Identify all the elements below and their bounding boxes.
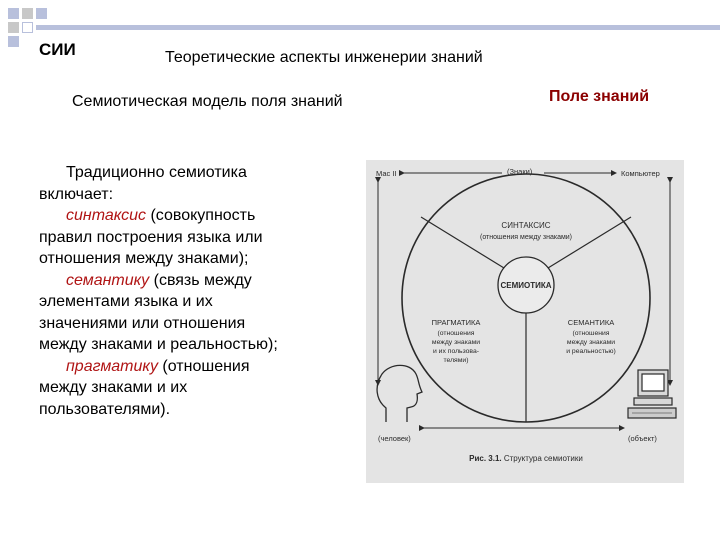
deco-square <box>36 8 47 19</box>
human-head-icon <box>377 365 422 422</box>
body-line: элементами языка и их <box>39 293 213 310</box>
deco-square <box>8 8 19 19</box>
term-semantics: семантику <box>66 271 150 289</box>
body-fragment: (отношения <box>157 357 250 375</box>
syntax-title: СИНТАКСИС <box>501 221 551 230</box>
term-pragmatics: прагматику <box>66 357 158 375</box>
syntax-desc: (отношения между знаками) <box>479 234 573 241</box>
semiotics-figure <box>366 160 684 483</box>
term-syntax: синтаксис <box>66 207 147 224</box>
spoke <box>421 217 504 268</box>
body-word: Традиционно <box>66 164 165 181</box>
deco-square <box>8 22 19 33</box>
field-title: Поле знаний <box>549 88 650 105</box>
spoke <box>548 217 631 268</box>
semantics-desc: между знаками <box>566 339 616 346</box>
semantics-desc: и реальностью) <box>566 348 616 355</box>
semiotics-diagram <box>366 160 684 483</box>
body-word: семиотика <box>168 164 247 181</box>
short-title: СИИ <box>39 40 76 59</box>
pragmatics-desc: телями) <box>443 357 469 364</box>
slide-subtitle: Семиотическая модель поля знаний <box>72 93 343 110</box>
figure-caption <box>469 454 583 463</box>
body-line: между знаками и реальностью); <box>39 336 278 353</box>
body-fragment: (связь между <box>149 271 252 289</box>
body-line <box>39 270 343 292</box>
body-line: включает: <box>39 185 114 203</box>
deco-square <box>22 22 33 33</box>
semantics-title: СЕМАНТИКА <box>567 318 615 327</box>
body-fragment: (совокупность <box>146 207 256 224</box>
computer-icon <box>628 370 676 418</box>
deco-header-line <box>36 25 720 30</box>
body-line: между знаками и их <box>39 379 188 396</box>
body-line <box>39 356 343 378</box>
label-signs: (Знаки) <box>507 167 533 176</box>
body-line: отношения между знаками); <box>39 250 249 267</box>
page-title: Теоретические аспекты инженерии знаний <box>165 49 483 66</box>
label-object: (объект) <box>628 434 657 443</box>
body-line: правил построения языка или <box>39 228 263 246</box>
label-mac: Мас II <box>376 169 397 178</box>
deco-square <box>22 8 33 19</box>
body-line: пользователями). <box>39 400 171 418</box>
center-label: СЕМИОТИКА <box>500 281 552 290</box>
body-line: значениями или отношения <box>39 314 246 332</box>
pragmatics-desc: между знаками <box>431 339 481 346</box>
pragmatics-desc: и их пользова- <box>433 348 479 355</box>
body-text <box>39 162 343 420</box>
semantics-desc: (отношения <box>572 330 610 337</box>
caption-bold: Рис. 3.1. <box>469 454 502 463</box>
caption-text: Структура семиотики <box>501 454 583 463</box>
label-computer: Компьютер <box>621 169 660 178</box>
body-line <box>39 162 343 184</box>
body-line <box>39 205 343 227</box>
label-human: (человек) <box>378 434 411 443</box>
deco-square <box>8 36 19 47</box>
pragmatics-desc: (отношения <box>437 330 475 337</box>
pragmatics-title: ПРАГМАТИКА <box>431 318 481 327</box>
